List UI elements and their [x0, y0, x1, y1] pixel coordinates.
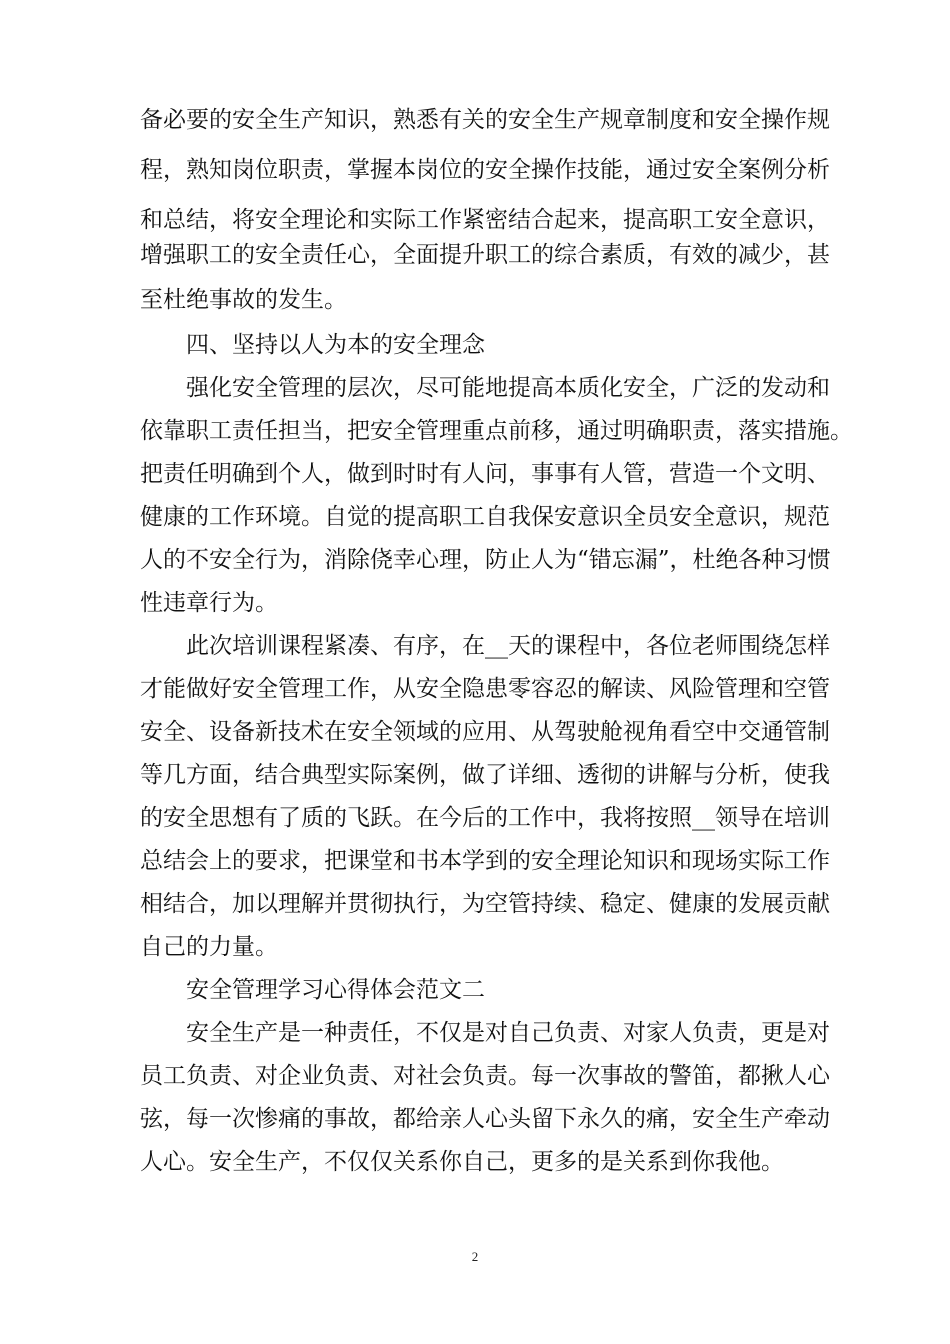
body-line: 自己的力量。 — [140, 934, 278, 960]
body-line: 此次培训课程紧凑、有序，在__天的课程中，各位老师围绕怎样 — [186, 633, 830, 659]
body-line: 人的不安全行为，消除侥幸心理，防止人为“错忘漏”，杜绝各种习惯 — [140, 547, 831, 573]
body-line: 安全生产是一种责任，不仅是对自己负责、对家人负责，更是对 — [186, 1020, 830, 1046]
body-line: 人心。安全生产，不仅仅关系你自己，更多的是关系到你我他。 — [140, 1149, 784, 1175]
body-line: 性违章行为。 — [140, 590, 278, 616]
body-line: 弦，每一次惨痛的事故，都给亲人心头留下永久的痛，安全生产牵动 — [140, 1106, 830, 1132]
body-line: 员工负责、对企业负责、对社会负责。每一次事故的警笛，都揪人心 — [140, 1063, 830, 1089]
body-line: 相结合，加以理解并贯彻执行，为空管持续、稳定、健康的发展贡献 — [140, 891, 830, 917]
page-number: 2 — [471, 1249, 479, 1264]
body-line: 把责任明确到个人，做到时时有人问，事事有人管，营造一个文明、 — [140, 461, 830, 487]
body-line: 强化安全管理的层次，尽可能地提高本质化安全，广泛的发动和 — [186, 375, 830, 401]
body-line: 增强职工的安全责任心，全面提升职工的综合素质，有效的减少，甚 — [140, 242, 830, 268]
body-line: 安全、设备新技术在安全领域的应用、从驾驶舱视角看空中交通管制 — [140, 719, 830, 745]
section-heading: 四、坚持以人为本的安全理念 — [186, 332, 485, 358]
body-line: 才能做好安全管理工作，从安全隐患零容忍的解读、风险管理和空管 — [140, 676, 830, 702]
body-line: 的安全思想有了质的飞跃。在今后的工作中，我将按照__领导在培训 — [140, 805, 830, 831]
body-line: 等几方面，结合典型实际案例，做了详细、透彻的讲解与分析，使我 — [140, 762, 830, 788]
body-line: 备必要的安全生产知识，熟悉有关的安全生产规章制度和安全操作规 — [140, 107, 830, 133]
body-line: 和总结，将安全理论和实际工作紧密结合起来，提高职工安全意识， — [140, 207, 830, 233]
body-line: 程，熟知岗位职责，掌握本岗位的安全操作技能，通过安全案例分析 — [140, 157, 830, 183]
body-line: 健康的工作环境。自觉的提高职工自我保安意识全员安全意识，规范 — [140, 504, 830, 530]
section-heading: 安全管理学习心得体会范文二 — [186, 977, 485, 1003]
body-line: 依靠职工责任担当，把安全管理重点前移，通过明确职责，落实措施。 — [140, 418, 853, 444]
body-line: 总结会上的要求，把课堂和书本学到的安全理论知识和现场实际工作 — [140, 848, 830, 874]
body-line: 至杜绝事故的发生。 — [140, 287, 347, 313]
